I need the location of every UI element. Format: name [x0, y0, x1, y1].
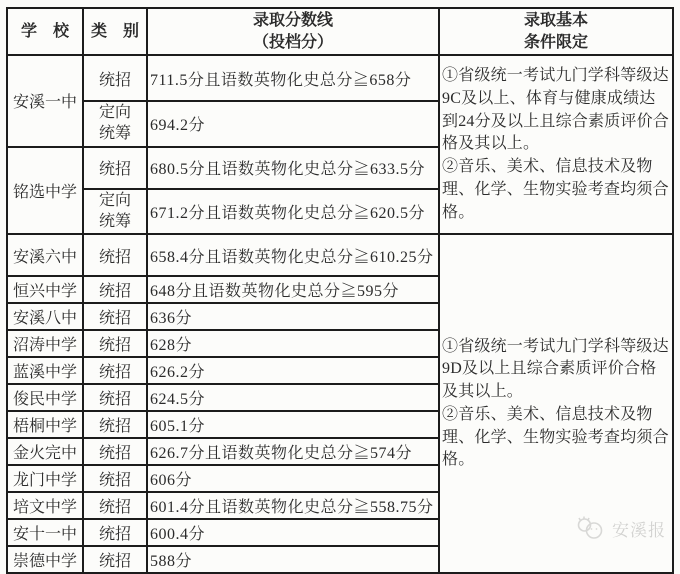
- category-cell: 统招: [83, 234, 147, 276]
- score-cell: 628分: [147, 330, 439, 357]
- school-cell: 金火完中: [7, 438, 83, 465]
- condition-item: ②音乐、美术、信息技术及物理、化学、生物实验考查均须合格。: [442, 405, 669, 469]
- score-cell: 680.5分且语数英物化史总分≧633.5分: [147, 147, 439, 189]
- header-condition: [439, 8, 673, 55]
- condition-item: ①省级统一考试九门学科等级达9C及以上、体育与健康成绩达到24分及以上且综合素质评价合格及其以上。: [442, 67, 670, 153]
- header-score-line1: 录取分数线: [252, 12, 333, 29]
- category-cell: 统招: [83, 147, 147, 189]
- category-cell: 统招: [83, 384, 147, 411]
- school-cell: 梧桐中学: [7, 411, 83, 438]
- category-cell: 统招: [83, 438, 147, 465]
- school-cell: 沼涛中学: [7, 330, 83, 357]
- condition-item: ②音乐、美术、信息技术及物理、化学、生物实验考查均须合格。: [442, 158, 669, 221]
- school-cell: 崇德中学: [7, 546, 83, 573]
- category-cell: 统招: [83, 546, 147, 573]
- table-row: [7, 55, 673, 101]
- school-cell: 安溪八中: [7, 303, 83, 330]
- condition-item: ①省级统一考试九门学科等级达9D及以上且综合素质评价合格及其以上。: [442, 337, 669, 401]
- score-cell: 711.5分且语数英物化史总分≧658分: [147, 55, 439, 101]
- header-school: 学 校: [7, 8, 83, 55]
- category-cell: 统招: [83, 303, 147, 330]
- score-cell: 648分且语数英物化史总分≧595分: [147, 276, 439, 303]
- score-cell: 694.2分: [147, 101, 439, 147]
- watermark: [575, 515, 666, 541]
- header-score: [147, 8, 439, 55]
- score-cell: 626.7分且语数英物化史总分≧574分: [147, 438, 439, 465]
- score-cell: 600.4分: [147, 519, 439, 546]
- school-cell: 铭选中学: [7, 147, 83, 235]
- category-label: 定向统筹: [98, 191, 131, 230]
- score-cell: 626.2分: [147, 357, 439, 384]
- category-label: 定向统筹: [98, 104, 131, 142]
- school-cell: 恒兴中学: [7, 276, 83, 303]
- school-cell: 安溪六中: [7, 234, 83, 276]
- score-cell: 588分: [147, 546, 439, 573]
- header-category: 类 别: [83, 8, 147, 55]
- category-cell: 统招: [83, 55, 147, 101]
- category-cell: 统招: [83, 357, 147, 384]
- condition-cell: [439, 55, 673, 234]
- category-cell: 统招: [83, 276, 147, 303]
- category-cell: 统招: [83, 492, 147, 519]
- wechat-logo-icon: [575, 515, 605, 541]
- table-row: [7, 234, 673, 276]
- score-cell: 624.5分: [147, 384, 439, 411]
- category-cell: [83, 189, 147, 235]
- header-score-line2: （投档分）: [252, 33, 333, 51]
- watermark-label: 安溪报: [612, 520, 666, 540]
- school-cell: 安十一中: [7, 519, 83, 546]
- category-cell: 统招: [83, 465, 147, 492]
- score-cell: 605.1分: [147, 411, 439, 438]
- header-condition-line2: 条件限定: [523, 33, 588, 51]
- score-cell: 601.4分且语数英物化史总分≧558.75分: [147, 492, 439, 519]
- score-cell: 658.4分且语数英物化史总分≧610.25分: [147, 234, 439, 276]
- table-header-row: [7, 8, 673, 55]
- score-cell: 606分: [147, 465, 439, 492]
- school-cell: 安溪一中: [7, 55, 83, 147]
- score-cell: 636分: [147, 303, 439, 330]
- school-cell: 俊民中学: [7, 384, 83, 411]
- score-cell: 671.2分且语数英物化史总分≧620.5分: [147, 189, 439, 235]
- school-cell: 龙门中学: [7, 465, 83, 492]
- admission-score-table: [6, 7, 674, 574]
- school-cell: 蓝溪中学: [7, 357, 83, 384]
- header-condition-line1: 录取基本: [523, 12, 588, 29]
- category-cell: 统招: [83, 519, 147, 546]
- category-cell: 统招: [83, 411, 147, 438]
- category-cell: 统招: [83, 330, 147, 357]
- category-cell: [83, 101, 147, 147]
- school-cell: 培文中学: [7, 492, 83, 519]
